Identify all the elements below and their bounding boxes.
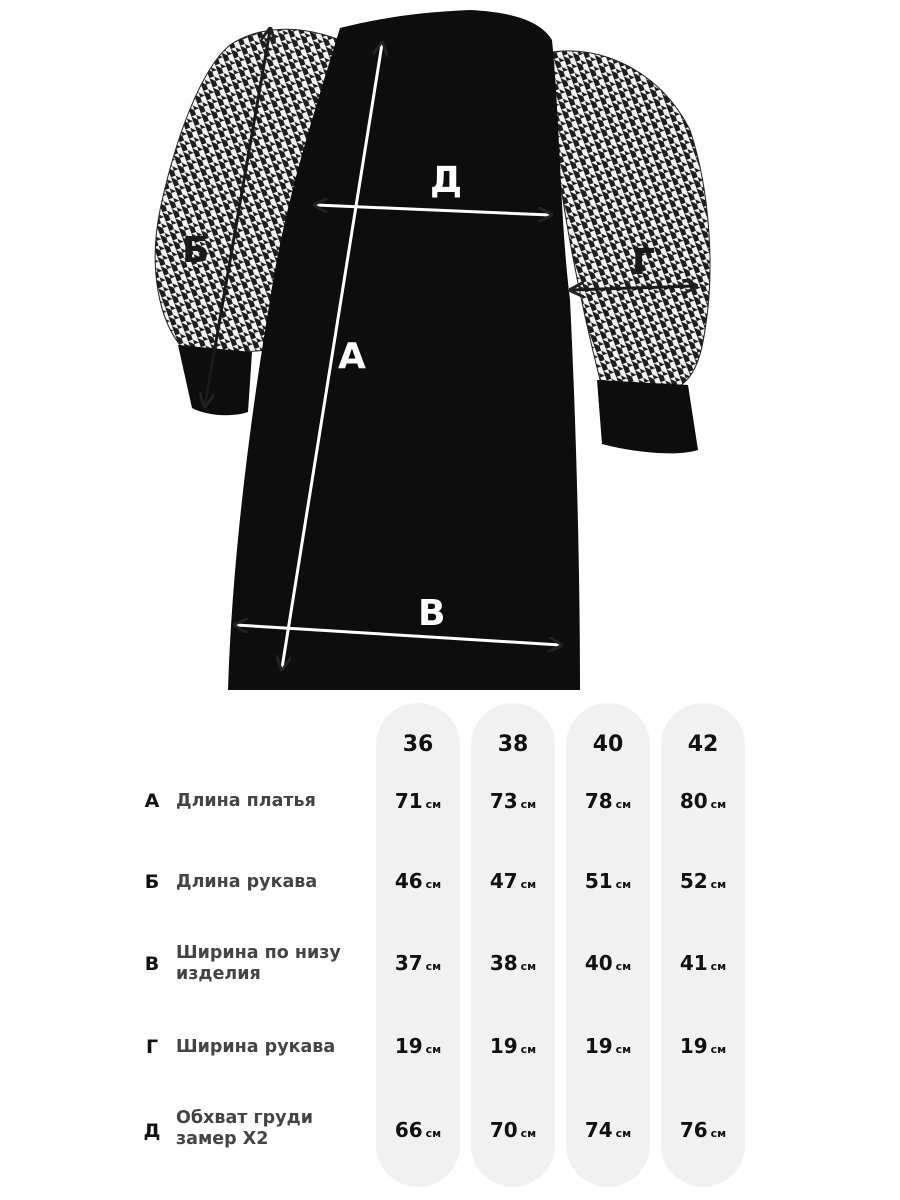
letter-b: Б xyxy=(182,230,210,271)
table-cell: 51 см xyxy=(584,869,632,893)
table-cell: 74 см xyxy=(584,1118,632,1142)
table-cell: 76 см xyxy=(679,1118,727,1142)
table-cell: 19 см xyxy=(679,1034,727,1058)
table-cell: 47 см xyxy=(489,869,537,893)
table-cell: 78 см xyxy=(584,789,632,813)
size-header: 38 xyxy=(497,732,529,757)
table-cell: 19 см xyxy=(489,1034,537,1058)
table-cell: 52 см xyxy=(679,869,727,893)
table-cell: 37 см xyxy=(394,951,442,975)
table-cell: 19 см xyxy=(584,1034,632,1058)
right-sleeve xyxy=(552,51,710,454)
table-cell: 38 см xyxy=(489,951,537,975)
size-column-38 xyxy=(471,703,555,1187)
size-column-42 xyxy=(661,703,745,1187)
row-letter: Д xyxy=(143,1120,161,1142)
table-cell: 40 см xyxy=(584,951,632,975)
table-cell: 46 см xyxy=(394,869,442,893)
row-letter: В xyxy=(144,953,160,975)
row-label: Ширина по низу изделия xyxy=(176,943,341,984)
letter-g: Г xyxy=(632,242,655,283)
table-cell: 70 см xyxy=(489,1118,537,1142)
row-letter: А xyxy=(144,790,160,812)
right-cuff xyxy=(597,380,698,453)
row-letter: Б xyxy=(144,871,160,893)
row-label: Ширина рукава xyxy=(176,1037,336,1057)
letter-d: Д xyxy=(430,160,463,201)
size-header: 36 xyxy=(402,732,434,757)
table-cell: 71 см xyxy=(394,789,442,813)
size-column-40 xyxy=(566,703,650,1187)
size-header: 42 xyxy=(687,732,719,757)
table-cell: 73 см xyxy=(489,789,537,813)
row-label: Длина платья xyxy=(176,791,316,811)
row-label: Обхват груди замер Х2 xyxy=(176,1108,313,1149)
row-label: Длина рукава xyxy=(176,872,318,892)
row-letter: Г xyxy=(145,1036,159,1058)
size-header: 40 xyxy=(592,732,624,757)
table-cell: 19 см xyxy=(394,1034,442,1058)
size-column-36 xyxy=(376,703,460,1187)
table-cell: 41 см xyxy=(679,951,727,975)
letter-a: А xyxy=(338,336,366,377)
table-cell: 80 см xyxy=(679,789,727,813)
table-cell: 66 см xyxy=(394,1118,442,1142)
letter-v: В xyxy=(418,593,446,634)
